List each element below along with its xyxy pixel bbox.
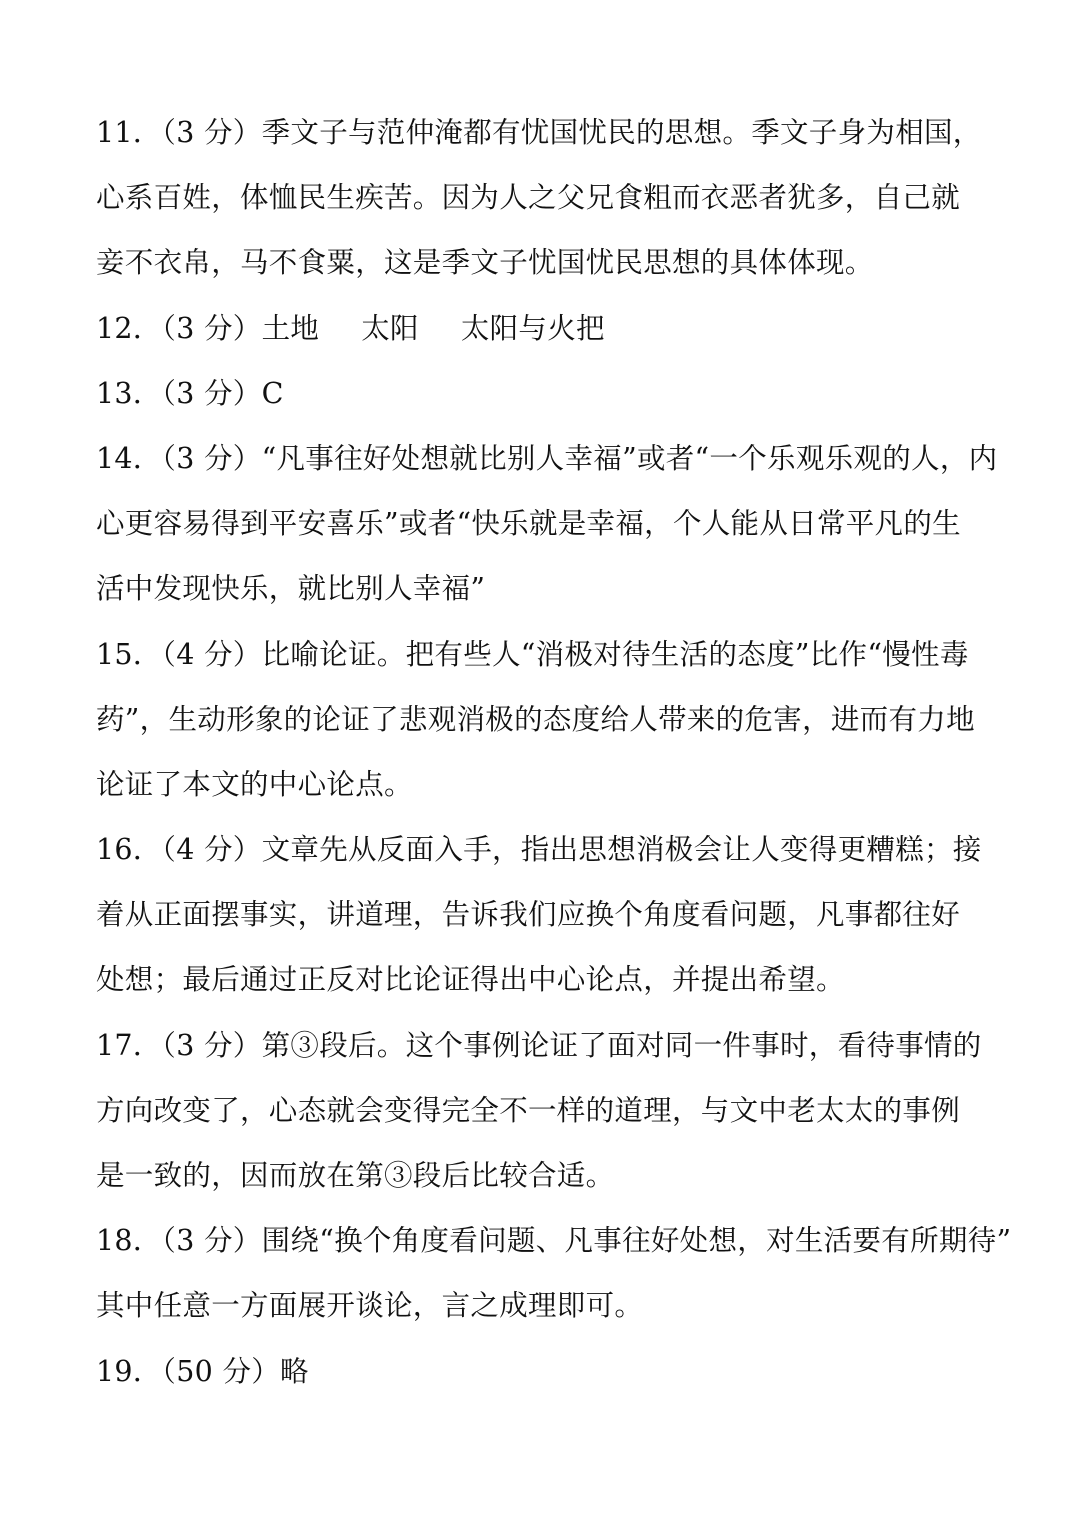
answer-line: 13．（3 分）C [96, 376, 284, 410]
answer-part: 土地 [261, 311, 320, 345]
answer-line: 18．（3 分）围绕“换个角度看问题、凡事往好处想，对生活要有所期待” [96, 1224, 1012, 1258]
answer-part: 太阳与火把 [460, 311, 605, 345]
answer-line: 心更容易得到平安喜乐”或者“快乐就是幸福，个人能从日常平凡的生 [96, 507, 961, 541]
answer-sheet [96, 100, 1012, 1404]
answer-14 [96, 426, 998, 622]
answer-18 [96, 1208, 1012, 1338]
answer-17 [96, 1013, 982, 1209]
answer-12 [96, 296, 982, 361]
answer-prefix: 12．（3 分） [96, 311, 262, 345]
answer-line: 药”，生动形象的论证了悲观消极的态度给人带来的危害，进而有力地 [96, 702, 975, 736]
answer-line: 17．（3 分）第③段后。这个事例论证了面对同一件事时，看待事情的 [96, 1028, 982, 1062]
answer-13 [96, 361, 982, 426]
answer-11 [96, 100, 982, 296]
answer-line: 是一致的，因而放在第③段后比较合适。 [96, 1159, 615, 1192]
answer-line: 活中发现快乐，就比别人幸福” [96, 572, 486, 606]
answer-line: 16．（4 分）文章先从反面入手，指出思想消极会让人变得更糟糕；接 [96, 833, 982, 867]
answer-line: 19．（50 分）略 [96, 1354, 309, 1388]
answer-line: 妾不衣帛，马不食粟，这是季文子忧国忧民思想的具体体现。 [96, 246, 874, 280]
answer-part: 太阳 [361, 311, 419, 345]
answer-line: 15．（4 分）比喻论证。把有些人“消极对待生活的态度”比作“慢性毒 [96, 637, 969, 671]
answer-line: 着从正面摆事实，讲道理，告诉我们应换个角度看问题，凡事都往好 [96, 898, 961, 932]
answer-line: 14．（3 分）“凡事往好处想就比别人幸福”或者“一个乐观乐观的人，内 [96, 441, 998, 475]
answer-line: 其中任意一方面展开谈论，言之成理即可。 [96, 1289, 644, 1323]
answer-line [96, 296, 982, 361]
answer-16 [96, 817, 982, 1013]
answer-line: 11．（3 分）季文子与范仲淹都有忧国忧民的思想。季文子身为相国， [96, 116, 982, 149]
answer-15 [96, 622, 982, 818]
answer-line: 处想；最后通过正反对比论证得出中心论点，并提出希望。 [96, 963, 845, 997]
answer-line: 心系百姓，体恤民生疾苦。因为人之父兄食粗而衣恶者犹多，自己就 [96, 181, 961, 215]
answer-line: 方向改变了，心态就会变得完全不一样的道理，与文中老太太的事例 [96, 1093, 961, 1127]
answer-line: 论证了本文的中心论点。 [96, 767, 413, 801]
answer-19 [96, 1339, 982, 1404]
